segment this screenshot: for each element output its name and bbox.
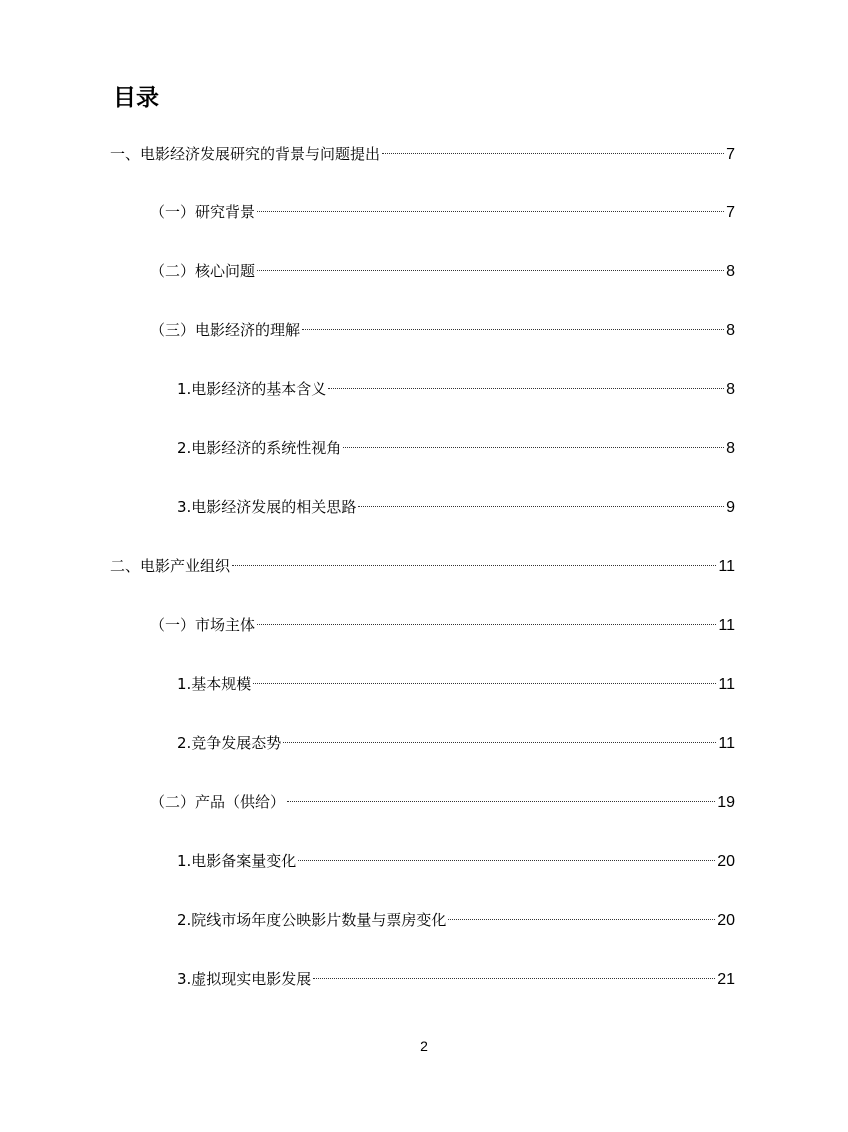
dot-leader [358,506,724,507]
toc-page-number: 7 [726,204,735,221]
toc-title: 目录 [113,85,159,111]
toc-entry-subsection-2-2-1[interactable] [177,849,735,873]
toc-entry-label: 1.基本规模 [177,675,252,693]
dot-leader [298,860,715,861]
page-number-footer: 2 [420,1038,428,1054]
toc-entry-chapter-1[interactable] [110,142,735,166]
toc-page-number: 8 [726,263,735,280]
toc-page-number: 11 [718,676,735,693]
toc-entry-label: （三）电影经济的理解 [150,321,301,339]
toc-entry-chapter-2[interactable] [110,554,735,578]
toc-page-number: 11 [718,558,735,575]
dot-leader [448,919,715,920]
toc-entry-subsection-2-2-2[interactable] [177,908,735,932]
toc-entry-label: （一）市场主体 [150,616,256,634]
dot-leader [382,153,724,154]
dot-leader [302,329,724,330]
toc-entry-subsection-1-3-3[interactable] [177,495,735,519]
toc-page-number: 21 [717,971,735,988]
toc-page-number: 7 [726,146,735,163]
toc-entry-subsection-2-1-2[interactable] [177,731,735,755]
toc-entry-label: 3.电影经济发展的相关思路 [177,498,357,516]
dot-leader [257,270,724,271]
toc-entry-label: 1.电影备案量变化 [177,852,297,870]
toc-page-number: 8 [726,322,735,339]
toc-entry-label: （二）产品（供给） [150,793,286,811]
toc-page-number: 11 [718,735,735,752]
toc-entry-label: 二、电影产业组织 [110,557,231,575]
dot-leader [313,978,715,979]
toc-entry-label: 1.电影经济的基本含义 [177,380,327,398]
dot-leader [257,624,716,625]
dot-leader [232,565,716,566]
toc-entry-subsection-2-1-1[interactable] [177,672,735,696]
dot-leader [257,211,724,212]
toc-page-number: 19 [717,794,735,811]
toc-entry-label: 2.竞争发展态势 [177,734,282,752]
toc-page-number: 9 [726,499,735,516]
toc-entry-subsection-1-3-1[interactable] [177,377,735,401]
toc-entry-label: 一、电影经济发展研究的背景与问题提出 [110,145,381,163]
toc-page-number: 11 [718,617,735,634]
toc-entry-section-1-1[interactable] [150,200,735,224]
toc-entry-section-1-2[interactable] [150,259,735,283]
toc-entry-subsection-1-3-2[interactable] [177,436,735,460]
dot-leader [253,683,716,684]
dot-leader [328,388,724,389]
toc-entry-section-2-1[interactable] [150,613,735,637]
toc-entry-label: 3.虚拟现实电影发展 [177,970,312,988]
toc-entry-section-1-3[interactable] [150,318,735,342]
toc-page-number: 20 [717,912,735,929]
toc-entry-label: （二）核心问题 [150,262,256,280]
dot-leader [343,447,724,448]
dot-leader [287,801,715,802]
toc-page-number: 8 [726,381,735,398]
toc-page-number: 8 [726,440,735,457]
toc-entry-label: 2.电影经济的系统性视角 [177,439,342,457]
dot-leader [283,742,716,743]
toc-page-number: 20 [717,853,735,870]
toc-entry-label: （一）研究背景 [150,203,256,221]
toc-entry-label: 2.院线市场年度公映影片数量与票房变化 [177,911,447,929]
toc-entry-subsection-2-2-3[interactable] [177,967,735,991]
toc-entry-section-2-2[interactable] [150,790,735,814]
